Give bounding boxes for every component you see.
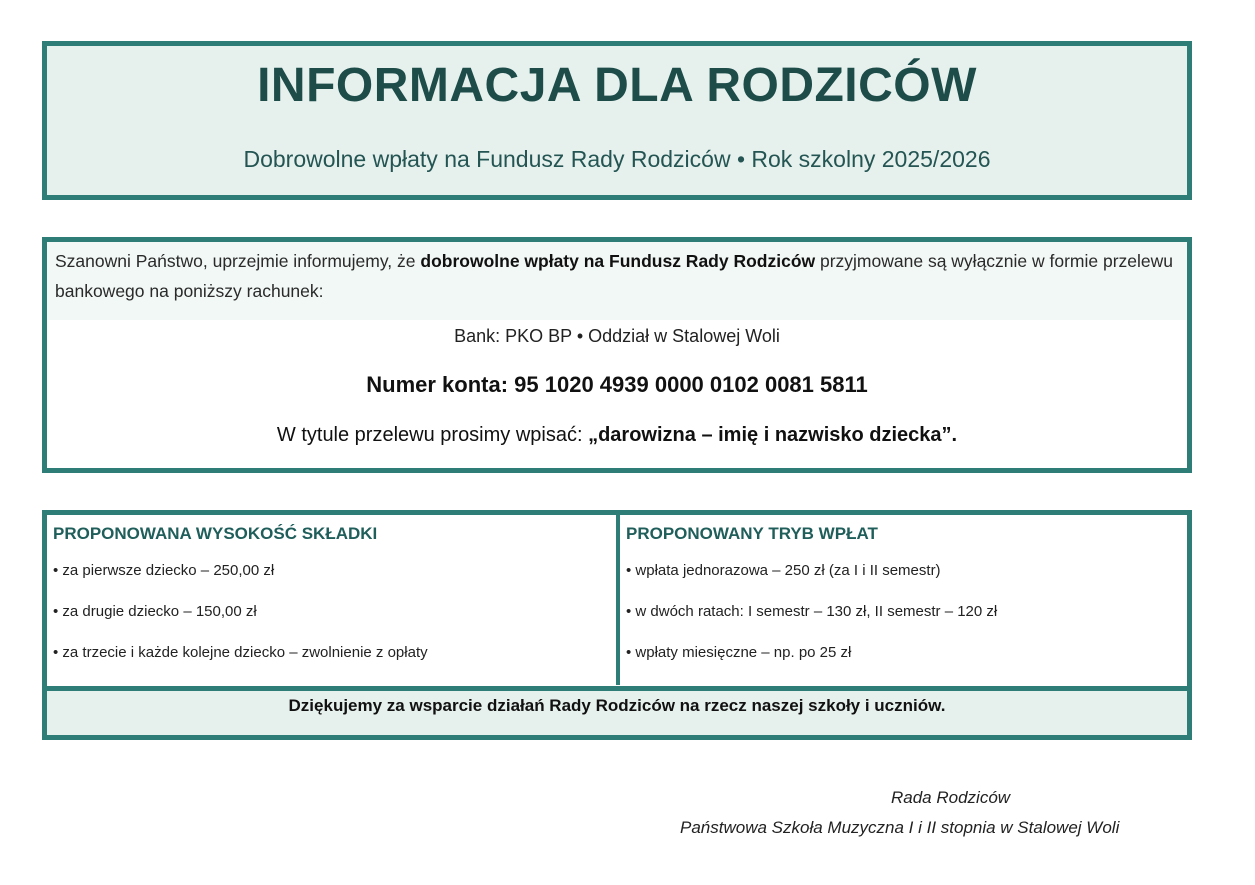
page-subtitle: Dobrowolne wpłaty na Fundusz Rady Rodziców • Rok szkolny 2025/2026 xyxy=(243,146,991,172)
intro-prefix: Szanowni Państwo, uprzejmie informujemy, że xyxy=(55,251,421,271)
list-item: • wpłaty miesięczne – np. po 25 zł xyxy=(626,644,852,661)
list-item: • za pierwsze dziecko – 250,00 zł xyxy=(53,562,275,579)
page-title: INFORMACJA DLA RODZICÓW xyxy=(257,59,977,112)
intro-paragraph xyxy=(47,242,1187,320)
fees-heading: PROPONOWANA WYSOKOŚĆ SKŁADKI xyxy=(53,524,378,543)
thanks-note: Dziękujemy za wsparcie działań Rady Rodziców na rzecz naszej szkoły i uczniów. xyxy=(47,686,1187,735)
fees-table xyxy=(42,510,1192,740)
signature-line-2: Państwowa Szkoła Muzyczna I i II stopnia w Stalowej Woli xyxy=(680,818,1120,837)
header-box xyxy=(42,41,1192,200)
account-number: Numer konta: 95 1020 4939 0000 0102 0081 5811 xyxy=(366,372,868,397)
payment-mode-column xyxy=(620,515,1187,685)
payment-mode-heading: PROPONOWANY TRYB WPŁAT xyxy=(626,524,878,543)
list-item: • za trzecie i każde kolejne dziecko – zwolnienie z opłaty xyxy=(53,644,428,661)
transfer-title-instruction xyxy=(47,420,1187,450)
list-item: • za drugie dziecko – 150,00 zł xyxy=(53,603,257,620)
list-item: • w dwóch ratach: I semestr – 130 zł, II semestr – 120 zł xyxy=(626,603,998,620)
fees-column xyxy=(47,515,620,685)
intro-bold: dobrowolne wpłaty na Fundusz Rady Rodziców xyxy=(420,251,816,271)
bank-name: Bank: PKO BP • Oddział w Stalowej Woli xyxy=(454,326,780,346)
fees-list xyxy=(53,550,610,673)
transfer-bold: „darowizna – imię i nazwisko dziecka”. xyxy=(588,424,958,446)
signature-line-1: Rada Rodziców xyxy=(891,788,1011,807)
payment-mode-list xyxy=(626,550,1181,673)
transfer-prefix: W tytule przelewu prosimy wpisać: xyxy=(276,424,589,446)
list-item: • wpłata jednorazowa – 250 zł (za I i II semestr) xyxy=(626,562,941,579)
intro-suffix: przyjmowane są wyłącznie w formie przelewu bankowego na poniższy rachunek: xyxy=(55,251,1174,301)
info-box xyxy=(42,237,1192,473)
